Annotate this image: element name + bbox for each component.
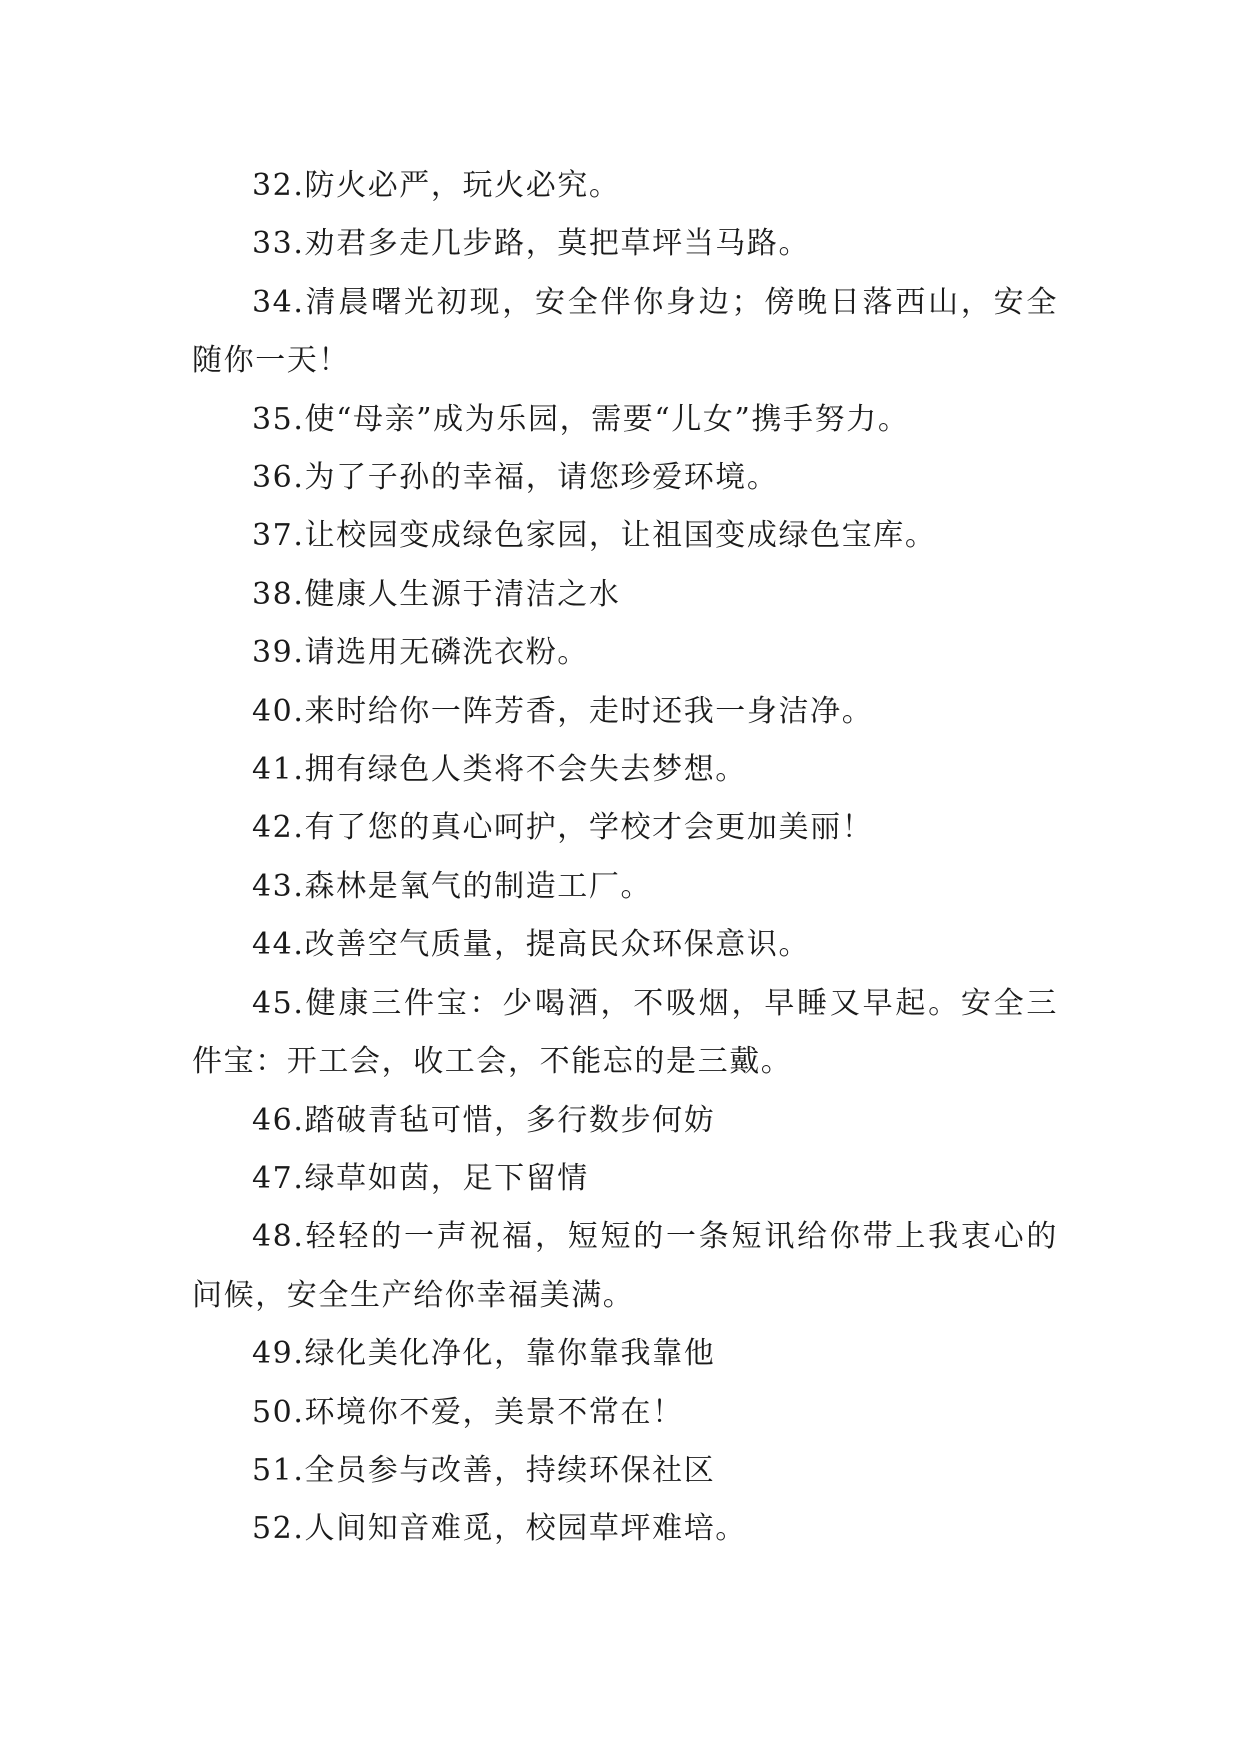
list-item: 48.轻轻的一声祝福，短短的一条短讯给你带上我衷心的问候，安全生产给你幸福美满。	[192, 1219, 1058, 1313]
list-item: 36.为了子孙的幸福，请您珍爱环境。	[252, 460, 779, 496]
list-item: 42.有了您的真心呵护，学校才会更加美丽！	[252, 810, 874, 846]
list-item: 46.踏破青毡可惜，多行数步何妨	[252, 1102, 716, 1138]
list-item: 34.清晨曙光初现，安全伴你身边；傍晚日落西山，安全随你一天！	[192, 284, 1058, 379]
list-item: 32.防火必严，玩火必究。	[252, 168, 621, 203]
slogan-list	[192, 157, 1058, 1559]
list-item: 35.使“母亲”成为乐园，需要“儿女”携手努力。	[252, 401, 910, 437]
list-item: 38.健康人生源于清洁之水	[252, 576, 621, 612]
list-item: 52.人间知音难觅，校园草坪难培。	[252, 1511, 747, 1547]
list-item: 47.绿草如茵，足下留情	[252, 1160, 589, 1196]
list-item: 50.环境你不爱，美景不常在！	[252, 1394, 684, 1430]
list-item: 40.来时给你一阵芳香，走时还我一身洁净。	[252, 693, 874, 729]
list-item: 39.请选用无磷洗衣粉。	[252, 635, 589, 671]
list-item: 49.绿化美化净化，靠你靠我靠他	[252, 1336, 716, 1372]
list-item: 43.森林是氧气的制造工厂。	[252, 868, 653, 904]
list-item: 51.全员参与改善，持续环保社区	[252, 1452, 716, 1488]
list-item: 37.让校园变成绿色家园，让祖国变成绿色宝库。	[252, 518, 937, 554]
list-item: 44.改善空气质量，提高民众环保意识。	[252, 927, 811, 963]
list-item: 33.劝君多走几步路，莫把草坪当马路。	[252, 226, 811, 262]
list-item: 41.拥有绿色人类将不会失去梦想。	[252, 752, 747, 788]
list-item: 45.健康三件宝：少喝酒，不吸烟，早睡又早起。安全三件宝：开工会，收工会，不能忘的是三戴。	[192, 985, 1058, 1080]
